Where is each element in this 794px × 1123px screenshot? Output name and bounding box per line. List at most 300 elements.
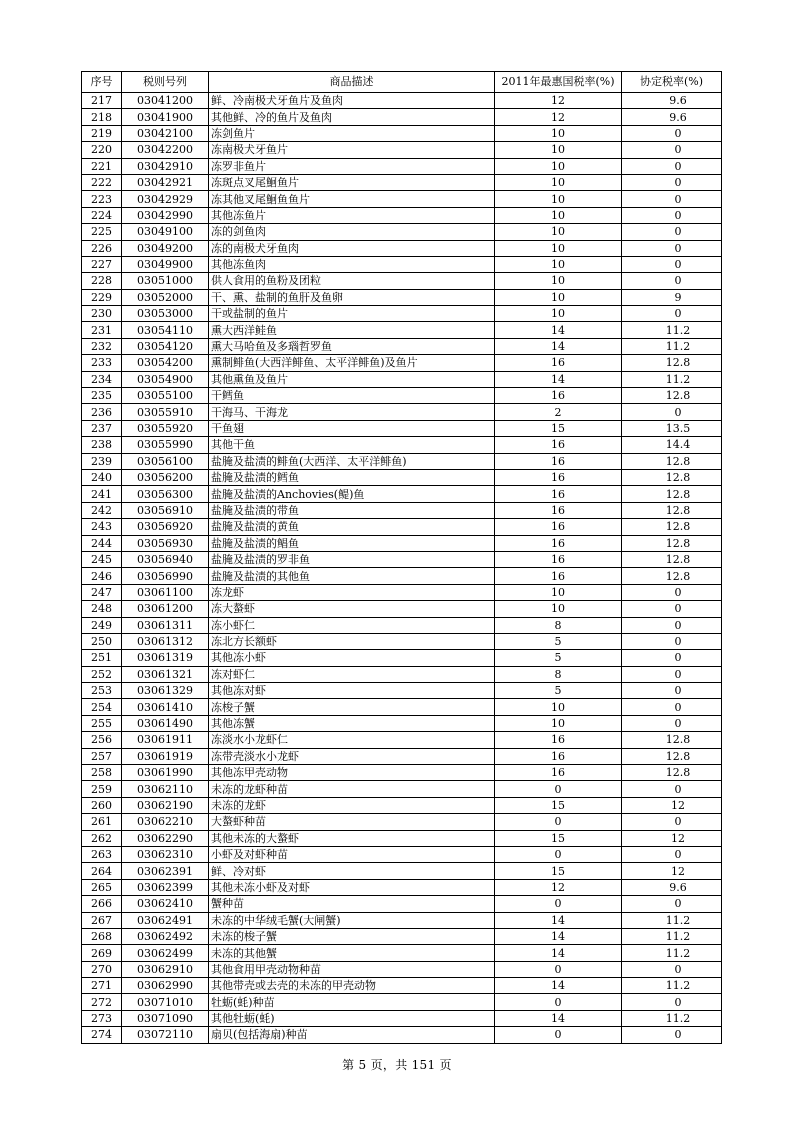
cell-description: 鲜、冷对虾 — [209, 863, 495, 879]
cell-agreement-rate: 0 — [622, 961, 722, 977]
cell-tariff-code: 03055910 — [122, 404, 209, 420]
cell-tariff-code: 03042200 — [122, 142, 209, 158]
cell-mfn-rate: 0 — [495, 781, 622, 797]
cell-agreement-rate: 11.2 — [622, 978, 722, 994]
cell-agreement-rate: 0 — [622, 174, 722, 190]
table-header-row — [82, 72, 722, 93]
cell-tariff-code: 03071010 — [122, 994, 209, 1010]
cell-seq: 259 — [82, 781, 122, 797]
table-row — [82, 93, 722, 109]
cell-agreement-rate: 12 — [622, 863, 722, 879]
cell-agreement-rate: 0 — [622, 191, 722, 207]
header-description: 商品描述 — [209, 72, 495, 93]
cell-agreement-rate: 0 — [622, 1027, 722, 1043]
cell-tariff-code: 03049200 — [122, 240, 209, 256]
cell-mfn-rate: 16 — [495, 765, 622, 781]
cell-mfn-rate: 14 — [495, 322, 622, 338]
header-tariff-code: 税则号列 — [122, 72, 209, 93]
cell-seq: 225 — [82, 224, 122, 240]
cell-seq: 217 — [82, 93, 122, 109]
cell-agreement-rate: 0 — [622, 125, 722, 141]
cell-tariff-code: 03062210 — [122, 814, 209, 830]
cell-mfn-rate: 14 — [495, 338, 622, 354]
table-row — [82, 879, 722, 895]
table-row — [82, 699, 722, 715]
table-row — [82, 830, 722, 846]
cell-tariff-code: 03051000 — [122, 273, 209, 289]
cell-mfn-rate: 16 — [495, 486, 622, 502]
cell-seq: 219 — [82, 125, 122, 141]
header-mfn-rate: 2011年最惠国税率(%) — [495, 72, 622, 93]
cell-seq: 223 — [82, 191, 122, 207]
cell-seq: 261 — [82, 814, 122, 830]
cell-mfn-rate: 16 — [495, 519, 622, 535]
cell-description: 熏大西洋鲑鱼 — [209, 322, 495, 338]
cell-description: 未冻的龙虾 — [209, 797, 495, 813]
tariff-table-container — [81, 71, 721, 1044]
table-row — [82, 289, 722, 305]
cell-tariff-code: 03061311 — [122, 617, 209, 633]
cell-description: 熏制鲱鱼(大西洋鲱鱼、太平洋鲱鱼)及鱼片 — [209, 355, 495, 371]
cell-mfn-rate: 5 — [495, 633, 622, 649]
cell-seq: 257 — [82, 748, 122, 764]
cell-mfn-rate: 14 — [495, 912, 622, 928]
table-row — [82, 732, 722, 748]
cell-tariff-code: 03056940 — [122, 551, 209, 567]
cell-description: 供人食用的鱼粉及团粒 — [209, 273, 495, 289]
cell-tariff-code: 03052000 — [122, 289, 209, 305]
cell-agreement-rate: 12.8 — [622, 535, 722, 551]
cell-agreement-rate: 0 — [622, 256, 722, 272]
cell-agreement-rate: 0 — [622, 633, 722, 649]
cell-tariff-code: 03053000 — [122, 306, 209, 322]
cell-mfn-rate: 14 — [495, 1010, 622, 1026]
cell-tariff-code: 03056300 — [122, 486, 209, 502]
cell-seq: 270 — [82, 961, 122, 977]
cell-mfn-rate: 16 — [495, 453, 622, 469]
cell-tariff-code: 03056930 — [122, 535, 209, 551]
cell-agreement-rate: 12.8 — [622, 486, 722, 502]
cell-description: 未冻的龙虾种苗 — [209, 781, 495, 797]
header-seq: 序号 — [82, 72, 122, 93]
cell-description: 冻大螯虾 — [209, 601, 495, 617]
cell-tariff-code: 03062499 — [122, 945, 209, 961]
cell-tariff-code: 03062391 — [122, 863, 209, 879]
cell-mfn-rate: 5 — [495, 683, 622, 699]
cell-mfn-rate: 8 — [495, 617, 622, 633]
cell-seq: 243 — [82, 519, 122, 535]
cell-description: 冻罗非鱼片 — [209, 158, 495, 174]
table-row — [82, 551, 722, 567]
cell-description: 牡蛎(蚝)种苗 — [209, 994, 495, 1010]
cell-agreement-rate: 11.2 — [622, 945, 722, 961]
cell-seq: 246 — [82, 568, 122, 584]
cell-tariff-code: 03054200 — [122, 355, 209, 371]
cell-description: 其他冻鱼片 — [209, 207, 495, 223]
cell-agreement-rate: 12 — [622, 797, 722, 813]
cell-mfn-rate: 10 — [495, 715, 622, 731]
cell-mfn-rate: 10 — [495, 306, 622, 322]
cell-tariff-code: 03061321 — [122, 666, 209, 682]
cell-tariff-code: 03062110 — [122, 781, 209, 797]
cell-tariff-code: 03061329 — [122, 683, 209, 699]
cell-mfn-rate: 16 — [495, 502, 622, 518]
cell-seq: 264 — [82, 863, 122, 879]
cell-description: 盐腌及盐渍的其他鱼 — [209, 568, 495, 584]
cell-description: 盐腌及盐渍的鳕鱼 — [209, 469, 495, 485]
table-row — [82, 945, 722, 961]
cell-description: 干、熏、盐制的鱼肝及鱼卵 — [209, 289, 495, 305]
cell-agreement-rate: 9.6 — [622, 879, 722, 895]
cell-mfn-rate: 8 — [495, 666, 622, 682]
cell-tariff-code: 03061490 — [122, 715, 209, 731]
cell-seq: 269 — [82, 945, 122, 961]
cell-tariff-code: 03062491 — [122, 912, 209, 928]
cell-mfn-rate: 5 — [495, 650, 622, 666]
cell-mfn-rate: 10 — [495, 174, 622, 190]
cell-seq: 233 — [82, 355, 122, 371]
table-row — [82, 683, 722, 699]
cell-tariff-code: 03062190 — [122, 797, 209, 813]
cell-description: 盐腌及盐渍的罗非鱼 — [209, 551, 495, 567]
cell-agreement-rate: 12.8 — [622, 568, 722, 584]
cell-tariff-code: 03061312 — [122, 633, 209, 649]
cell-agreement-rate: 11.2 — [622, 338, 722, 354]
cell-mfn-rate: 14 — [495, 371, 622, 387]
table-row — [82, 928, 722, 944]
cell-seq: 267 — [82, 912, 122, 928]
cell-mfn-rate: 0 — [495, 846, 622, 862]
table-row — [82, 568, 722, 584]
cell-agreement-rate: 0 — [622, 158, 722, 174]
cell-mfn-rate: 10 — [495, 158, 622, 174]
cell-mfn-rate: 10 — [495, 289, 622, 305]
cell-mfn-rate: 15 — [495, 420, 622, 436]
cell-tariff-code: 03061919 — [122, 748, 209, 764]
cell-agreement-rate: 12.8 — [622, 551, 722, 567]
cell-tariff-code: 03042921 — [122, 174, 209, 190]
cell-tariff-code: 03042100 — [122, 125, 209, 141]
table-body — [82, 93, 722, 1044]
table-row — [82, 863, 722, 879]
cell-agreement-rate: 11.2 — [622, 928, 722, 944]
cell-seq: 273 — [82, 1010, 122, 1026]
cell-mfn-rate: 10 — [495, 240, 622, 256]
table-row — [82, 125, 722, 141]
cell-agreement-rate: 12.8 — [622, 748, 722, 764]
cell-seq: 251 — [82, 650, 122, 666]
cell-tariff-code: 03071090 — [122, 1010, 209, 1026]
table-row — [82, 338, 722, 354]
cell-description: 其他未冻小虾及对虾 — [209, 879, 495, 895]
cell-agreement-rate: 11.2 — [622, 912, 722, 928]
cell-description: 盐腌及盐渍的Anchovies(鳀)鱼 — [209, 486, 495, 502]
table-row — [82, 109, 722, 125]
cell-tariff-code: 03054120 — [122, 338, 209, 354]
cell-description: 其他冻小虾 — [209, 650, 495, 666]
cell-description: 干鳕鱼 — [209, 388, 495, 404]
cell-tariff-code: 03061911 — [122, 732, 209, 748]
cell-mfn-rate: 14 — [495, 945, 622, 961]
table-row — [82, 846, 722, 862]
table-row — [82, 207, 722, 223]
cell-description: 未冻的其他蟹 — [209, 945, 495, 961]
cell-mfn-rate: 16 — [495, 355, 622, 371]
cell-description: 其他带壳或去壳的未冻的甲壳动物 — [209, 978, 495, 994]
cell-seq: 250 — [82, 633, 122, 649]
table-row — [82, 256, 722, 272]
cell-description: 熏大马哈鱼及多瑙哲罗鱼 — [209, 338, 495, 354]
cell-tariff-code: 03062410 — [122, 896, 209, 912]
cell-seq: 226 — [82, 240, 122, 256]
cell-agreement-rate: 11.2 — [622, 1010, 722, 1026]
cell-description: 冻南极犬牙鱼片 — [209, 142, 495, 158]
cell-mfn-rate: 16 — [495, 437, 622, 453]
table-row — [82, 224, 722, 240]
header-agreement-rate: 协定税率(%) — [622, 72, 722, 93]
cell-tariff-code: 03054110 — [122, 322, 209, 338]
cell-seq: 252 — [82, 666, 122, 682]
cell-tariff-code: 03062492 — [122, 928, 209, 944]
cell-tariff-code: 03056990 — [122, 568, 209, 584]
cell-mfn-rate: 15 — [495, 830, 622, 846]
cell-description: 蟹种苗 — [209, 896, 495, 912]
cell-agreement-rate: 0 — [622, 617, 722, 633]
cell-tariff-code: 03049100 — [122, 224, 209, 240]
cell-description: 冻带壳淡水小龙虾 — [209, 748, 495, 764]
cell-seq: 262 — [82, 830, 122, 846]
cell-agreement-rate: 12.8 — [622, 519, 722, 535]
cell-agreement-rate: 12.8 — [622, 502, 722, 518]
cell-description: 冻的剑鱼肉 — [209, 224, 495, 240]
cell-agreement-rate: 12.8 — [622, 453, 722, 469]
cell-description: 冻北方长额虾 — [209, 633, 495, 649]
cell-agreement-rate: 12.8 — [622, 355, 722, 371]
cell-tariff-code: 03056910 — [122, 502, 209, 518]
cell-agreement-rate: 12.8 — [622, 469, 722, 485]
cell-tariff-code: 03055990 — [122, 437, 209, 453]
cell-tariff-code: 03041200 — [122, 93, 209, 109]
cell-agreement-rate: 0 — [622, 273, 722, 289]
table-row — [82, 371, 722, 387]
cell-description: 其他牡蛎(蚝) — [209, 1010, 495, 1026]
cell-mfn-rate: 16 — [495, 535, 622, 551]
table-row — [82, 240, 722, 256]
cell-seq: 221 — [82, 158, 122, 174]
cell-description: 冻小虾仁 — [209, 617, 495, 633]
cell-agreement-rate: 0 — [622, 896, 722, 912]
cell-seq: 260 — [82, 797, 122, 813]
cell-seq: 253 — [82, 683, 122, 699]
cell-description: 盐腌及盐渍的鲱鱼(大西洋、太平洋鲱鱼) — [209, 453, 495, 469]
cell-mfn-rate: 0 — [495, 1027, 622, 1043]
table-row — [82, 1027, 722, 1043]
cell-description: 冻其他叉尾鮰鱼鱼片 — [209, 191, 495, 207]
cell-mfn-rate: 14 — [495, 928, 622, 944]
cell-mfn-rate: 10 — [495, 207, 622, 223]
cell-agreement-rate: 0 — [622, 650, 722, 666]
cell-seq: 224 — [82, 207, 122, 223]
cell-seq: 240 — [82, 469, 122, 485]
cell-tariff-code: 03062290 — [122, 830, 209, 846]
cell-seq: 237 — [82, 420, 122, 436]
cell-agreement-rate: 0 — [622, 666, 722, 682]
cell-seq: 236 — [82, 404, 122, 420]
cell-seq: 247 — [82, 584, 122, 600]
table-row — [82, 912, 722, 928]
table-row — [82, 469, 722, 485]
cell-agreement-rate: 0 — [622, 846, 722, 862]
table-row — [82, 814, 722, 830]
cell-description: 小虾及对虾种苗 — [209, 846, 495, 862]
cell-tariff-code: 03061990 — [122, 765, 209, 781]
cell-seq: 248 — [82, 601, 122, 617]
cell-description: 干海马、干海龙 — [209, 404, 495, 420]
cell-tariff-code: 03056200 — [122, 469, 209, 485]
cell-seq: 228 — [82, 273, 122, 289]
cell-tariff-code: 03061319 — [122, 650, 209, 666]
cell-description: 扇贝(包括海扇)种苗 — [209, 1027, 495, 1043]
cell-description: 其他熏鱼及鱼片 — [209, 371, 495, 387]
cell-seq: 265 — [82, 879, 122, 895]
table-row — [82, 797, 722, 813]
table-row — [82, 978, 722, 994]
cell-mfn-rate: 16 — [495, 732, 622, 748]
cell-seq: 244 — [82, 535, 122, 551]
cell-agreement-rate: 0 — [622, 306, 722, 322]
cell-mfn-rate: 12 — [495, 93, 622, 109]
cell-seq: 268 — [82, 928, 122, 944]
cell-seq: 249 — [82, 617, 122, 633]
cell-mfn-rate: 14 — [495, 978, 622, 994]
cell-seq: 235 — [82, 388, 122, 404]
cell-mfn-rate: 0 — [495, 896, 622, 912]
cell-tariff-code: 03062399 — [122, 879, 209, 895]
cell-agreement-rate: 14.4 — [622, 437, 722, 453]
cell-description: 未冻的梭子蟹 — [209, 928, 495, 944]
cell-tariff-code: 03056100 — [122, 453, 209, 469]
table-row — [82, 535, 722, 551]
cell-seq: 256 — [82, 732, 122, 748]
table-row — [82, 666, 722, 682]
cell-mfn-rate: 15 — [495, 863, 622, 879]
table-row — [82, 322, 722, 338]
cell-agreement-rate: 12 — [622, 830, 722, 846]
cell-seq: 266 — [82, 896, 122, 912]
cell-agreement-rate: 9.6 — [622, 93, 722, 109]
cell-seq: 218 — [82, 109, 122, 125]
cell-mfn-rate: 16 — [495, 388, 622, 404]
cell-agreement-rate: 0 — [622, 699, 722, 715]
cell-tariff-code: 03062910 — [122, 961, 209, 977]
cell-mfn-rate: 12 — [495, 109, 622, 125]
cell-tariff-code: 03055100 — [122, 388, 209, 404]
cell-seq: 231 — [82, 322, 122, 338]
cell-tariff-code: 03054900 — [122, 371, 209, 387]
table-row — [82, 355, 722, 371]
cell-description: 其他冻对虾 — [209, 683, 495, 699]
cell-agreement-rate: 13.5 — [622, 420, 722, 436]
cell-mfn-rate: 10 — [495, 273, 622, 289]
table-row — [82, 486, 722, 502]
table-row — [82, 191, 722, 207]
cell-agreement-rate: 0 — [622, 404, 722, 420]
cell-seq: 255 — [82, 715, 122, 731]
table-row — [82, 633, 722, 649]
cell-seq: 241 — [82, 486, 122, 502]
table-row — [82, 896, 722, 912]
table-row — [82, 388, 722, 404]
cell-seq: 232 — [82, 338, 122, 354]
cell-tariff-code: 03061100 — [122, 584, 209, 600]
cell-mfn-rate: 0 — [495, 994, 622, 1010]
cell-tariff-code: 03049900 — [122, 256, 209, 272]
cell-seq: 230 — [82, 306, 122, 322]
cell-description: 盐腌及盐渍的带鱼 — [209, 502, 495, 518]
cell-mfn-rate: 10 — [495, 601, 622, 617]
cell-description: 冻梭子蟹 — [209, 699, 495, 715]
table-row — [82, 306, 722, 322]
cell-description: 盐腌及盐渍的鲳鱼 — [209, 535, 495, 551]
cell-tariff-code: 03072110 — [122, 1027, 209, 1043]
cell-mfn-rate: 10 — [495, 125, 622, 141]
table-row — [82, 584, 722, 600]
table-row — [82, 519, 722, 535]
cell-agreement-rate: 0 — [622, 142, 722, 158]
cell-agreement-rate: 12.8 — [622, 765, 722, 781]
cell-agreement-rate: 11.2 — [622, 371, 722, 387]
cell-description: 其他冻鱼肉 — [209, 256, 495, 272]
cell-description: 其他鲜、冷的鱼片及鱼肉 — [209, 109, 495, 125]
cell-description: 鲜、冷南极犬牙鱼片及鱼肉 — [209, 93, 495, 109]
cell-mfn-rate: 10 — [495, 224, 622, 240]
table-row — [82, 617, 722, 633]
table-row — [82, 420, 722, 436]
cell-seq: 245 — [82, 551, 122, 567]
cell-seq: 254 — [82, 699, 122, 715]
cell-description: 其他冻蟹 — [209, 715, 495, 731]
cell-mfn-rate: 16 — [495, 748, 622, 764]
cell-agreement-rate: 0 — [622, 601, 722, 617]
cell-description: 干或盐制的鱼片 — [209, 306, 495, 322]
table-row — [82, 158, 722, 174]
cell-mfn-rate: 10 — [495, 191, 622, 207]
cell-tariff-code: 03055920 — [122, 420, 209, 436]
table-row — [82, 502, 722, 518]
cell-tariff-code: 03062990 — [122, 978, 209, 994]
cell-agreement-rate: 9.6 — [622, 109, 722, 125]
cell-mfn-rate: 10 — [495, 256, 622, 272]
cell-agreement-rate: 9 — [622, 289, 722, 305]
cell-description: 冻剑鱼片 — [209, 125, 495, 141]
cell-description: 干鱼翅 — [209, 420, 495, 436]
cell-seq: 222 — [82, 174, 122, 190]
tariff-table — [81, 71, 722, 1044]
table-row — [82, 650, 722, 666]
cell-tariff-code: 03062310 — [122, 846, 209, 862]
cell-seq: 229 — [82, 289, 122, 305]
cell-mfn-rate: 16 — [495, 568, 622, 584]
cell-description: 冻的南极犬牙鱼肉 — [209, 240, 495, 256]
cell-mfn-rate: 2 — [495, 404, 622, 420]
cell-description: 大螯虾种苗 — [209, 814, 495, 830]
cell-agreement-rate: 0 — [622, 584, 722, 600]
table-row — [82, 715, 722, 731]
table-row — [82, 765, 722, 781]
cell-mfn-rate: 10 — [495, 699, 622, 715]
cell-description: 盐腌及盐渍的黄鱼 — [209, 519, 495, 535]
cell-tariff-code: 03061410 — [122, 699, 209, 715]
